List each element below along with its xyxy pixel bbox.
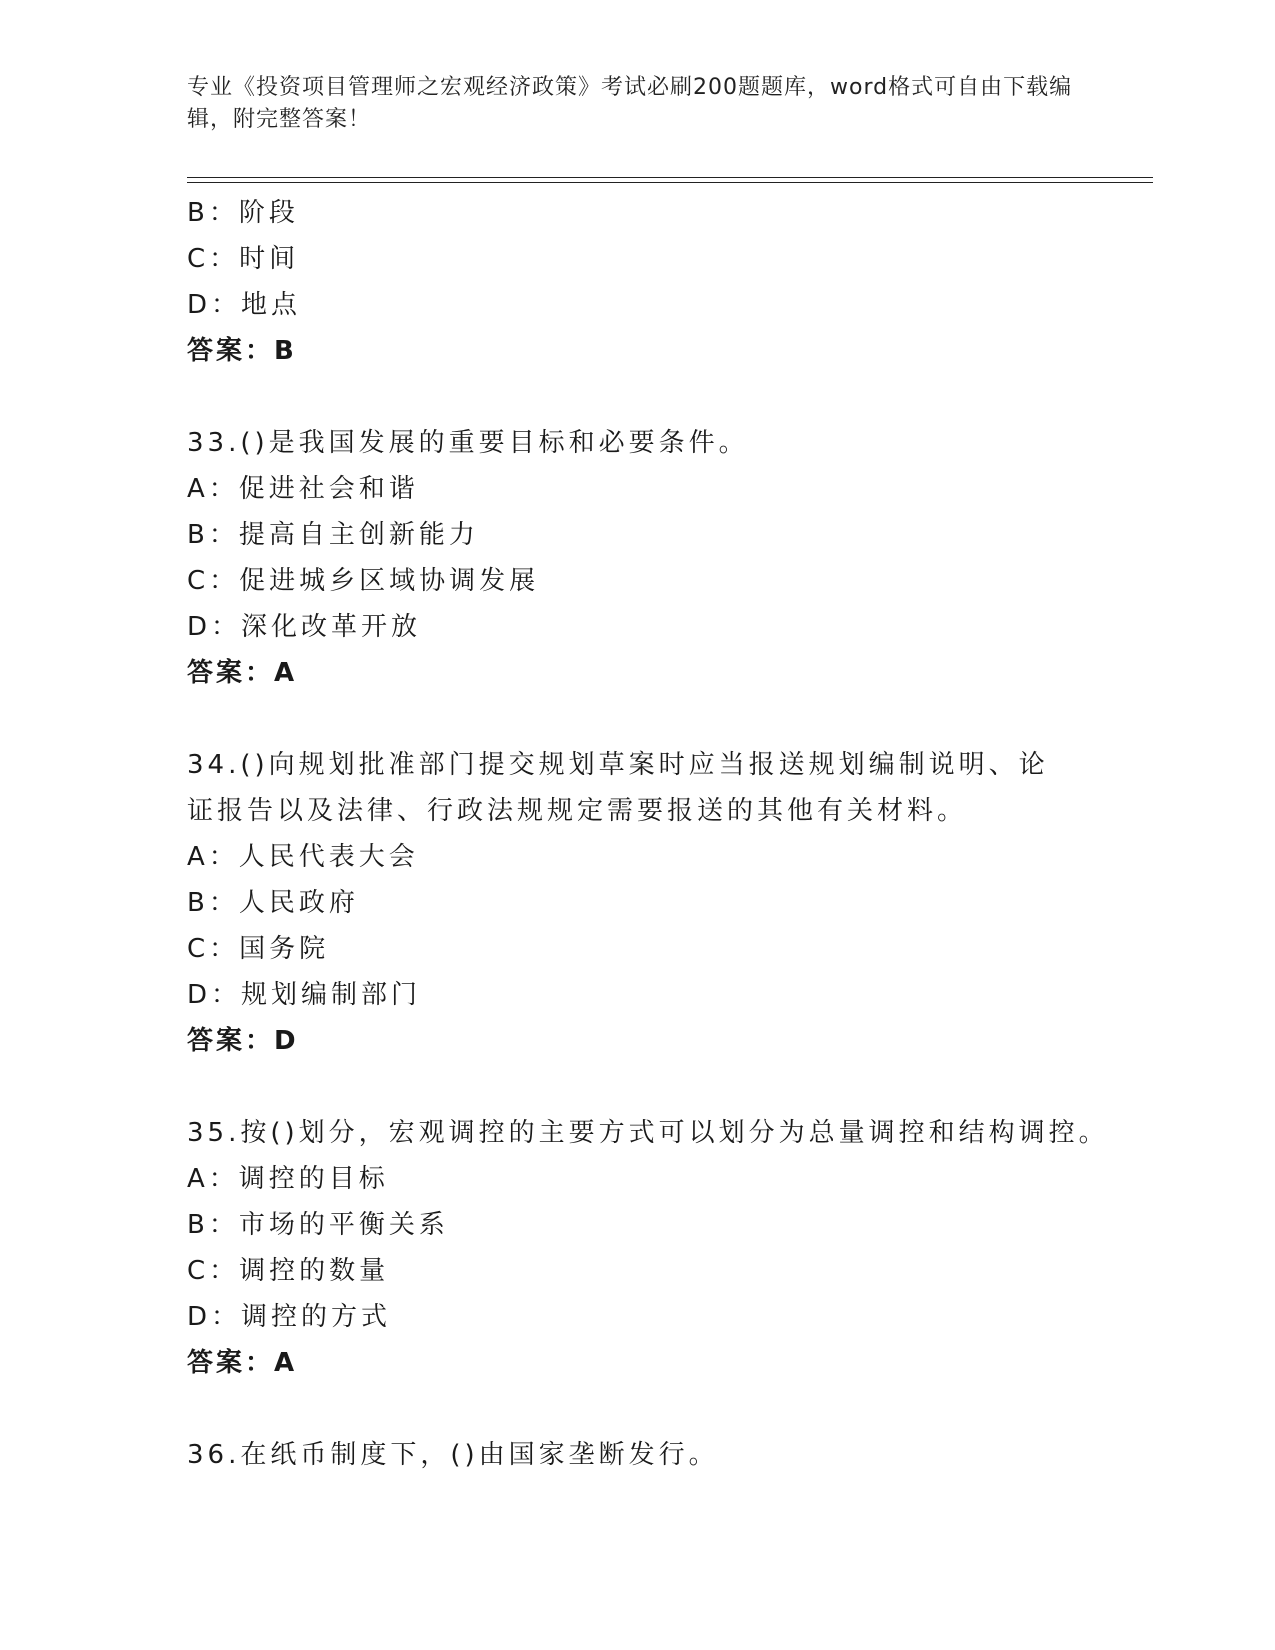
option-c: C：促进城乡区域协调发展 <box>187 566 540 596</box>
option-c: C：调控的数量 <box>187 1256 390 1286</box>
option-c: C：国务院 <box>187 934 330 964</box>
answer-line: 答案：B <box>187 336 297 366</box>
question-33: 33.()是我国发展的重要目标和必要条件。 <box>187 428 749 458</box>
header-rule-bottom <box>187 182 1153 183</box>
option-d: D：深化改革开放 <box>187 612 422 642</box>
option-b: B：市场的平衡关系 <box>187 1210 449 1240</box>
option-b: B：阶段 <box>187 198 299 228</box>
header-rule-top <box>187 177 1153 178</box>
document-body <box>187 190 1109 1478</box>
option-c: C：时间 <box>187 244 300 274</box>
answer-line: 答案：D <box>187 1026 299 1056</box>
question-34: 34.()向规划批准部门提交规划草案时应当报送规划编制说明、论证报告以及法律、行政法规规定需要报送的其他有关材料。 <box>187 750 1049 826</box>
option-d: D：规划编制部门 <box>187 980 422 1010</box>
option-a: A：促进社会和谐 <box>187 474 419 504</box>
option-a: A：人民代表大会 <box>187 842 419 872</box>
option-b: B：提高自主创新能力 <box>187 520 479 550</box>
question-35: 35.按()划分，宏观调控的主要方式可以划分为总量调控和结构调控。 <box>187 1118 1109 1148</box>
document-header: 专业《投资项目管理师之宏观经济政策》考试必刷200题题库，word格式可自由下载编辑，附完整答案！ <box>187 75 1073 132</box>
option-b: B：人民政府 <box>187 888 359 918</box>
question-36: 36.在纸币制度下，()由国家垄断发行。 <box>187 1440 719 1470</box>
option-d: D：调控的方式 <box>187 1302 392 1332</box>
option-a: A：调控的目标 <box>187 1164 389 1194</box>
answer-line: 答案：A <box>187 1348 298 1378</box>
answer-line: 答案：A <box>187 658 298 688</box>
option-d: D：地点 <box>187 290 302 320</box>
